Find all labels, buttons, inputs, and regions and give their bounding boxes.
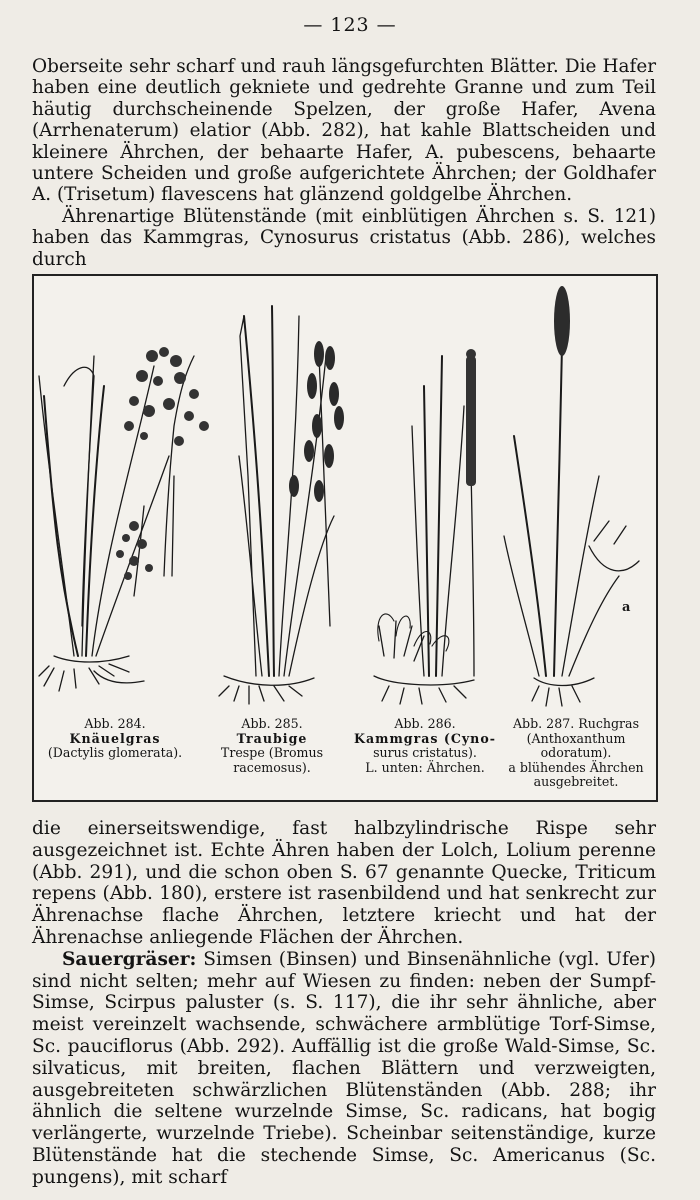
caption-line: racemosus). xyxy=(233,759,311,775)
caption-abb-286 xyxy=(350,717,500,775)
caption-line: surus cristatus). xyxy=(373,745,477,760)
caption-title: Knäuelgras xyxy=(69,730,161,746)
caption-abb-287 xyxy=(500,717,652,790)
section-heading: Sauergräser: xyxy=(62,948,197,970)
caption-title: Kammgras (Cyno- xyxy=(354,730,496,746)
caption-latin: (Dactylis glomerata). xyxy=(47,745,183,760)
caption-line: Trespe (Bromus xyxy=(220,745,324,760)
caption-number: Abb. 285. xyxy=(241,716,303,731)
cynosurus-spikelets-detail xyxy=(378,614,449,651)
caption-line: odoratum). xyxy=(540,745,612,760)
page-number: — 123 — xyxy=(303,14,397,36)
caption-line: ausgebreitet. xyxy=(533,774,619,789)
paragraph-sauergraeser xyxy=(32,949,656,1189)
caption-number: Abb. 287. Ruchgras xyxy=(512,716,640,731)
paragraph-hafer: Oberseite sehr scharf und rauh längsgefurchten Blätter. Die Hafer haben eine deutlich gekniete und gedrehte Granne und zum Teil häutig durchscheinende Spelzen, der große Hafer, Avena (Arrhenaterum) elatior (Abb. 282), hat kahle Blattscheiden und kleinere Ährchen, der behaarte Hafer, A. pubescens, behaarte untere Scheiden und große aufgerichtete Ährchen; der Goldhafer A. (Trisetum) flavescens hat glänzend goldgelbe Ährchen. xyxy=(32,56,656,206)
cynosurus-spike xyxy=(466,349,476,486)
paragraph-aehrenartige: Ährenartige Blütenstände (mit einblütigen Ährchen s. S. 121) haben das Kammgras, Cynosurus cristatus (Abb. 286), welches durch xyxy=(32,205,656,270)
anthoxanthum-spike xyxy=(554,286,570,356)
caption-number: Abb. 286. xyxy=(394,716,456,731)
caption-line: a blühendes Ährchen xyxy=(508,759,644,775)
grass-illustration-figure xyxy=(32,274,658,802)
paragraph-simsen: Simsen (Binsen) und Binsenähnliche (vgl. Ufer) sind nicht selten; mehr auf Wiesen zu finden: neben der Sumpf-Simse, Scirpus paluster (s. S. 117), die ihr sehr ähnliche, aber meist vereinzelt wachsende, schwächere armblütige Torf-Simse, Sc. pauciflorus (Abb. 292). Auffällig ist die große Wald-Simse, Sc. silvaticus, mit breiten, flachen Blättern und verzweigten, ausgebreiteten schwärzlichen Blütenständen (Abb. 288; ihr ähnlich die seltene wurzelnde Simse, Sc. radicans, hat bogig verlängerte, wurzelnde Triebe). Scheinbar seitenständige, kurze Blütenstände hat die stechende Simse, Sc. Americanus (Sc. pungens), mit scharf xyxy=(32,948,656,1188)
caption-line: (Anthoxanthum xyxy=(526,730,626,746)
paragraph-echte-aehren: die einerseitswendige, fast halbzylindrische Rispe sehr ausgezeichnet ist. Echte Ähren haben der Lolch, Lolium perenne (Abb. 291), und die schon oben S. 67 genannte Quecke, Triticum repens (Abb. 180), erstere ist rasenbildend und hat senkrecht zur Ährenachse flache Ährchen, letztere kriecht und hat der Ährenachse anliegende Flächen der Ährchen. xyxy=(32,818,656,948)
cynosurus-cristatus-drawing xyxy=(374,356,474,704)
caption-number: Abb. 284. xyxy=(84,716,146,731)
bromus-racemosus-drawing xyxy=(219,306,334,704)
label-a: a xyxy=(622,600,631,615)
caption-line: L. unten: Ährchen. xyxy=(365,759,485,775)
caption-title: Traubige xyxy=(236,730,308,746)
top-text-block xyxy=(32,56,656,270)
anthoxanthum-odoratum-drawing xyxy=(504,346,639,706)
caption-abb-285 xyxy=(202,717,342,775)
bottom-text-block xyxy=(32,818,656,1189)
caption-abb-284 xyxy=(40,717,190,761)
